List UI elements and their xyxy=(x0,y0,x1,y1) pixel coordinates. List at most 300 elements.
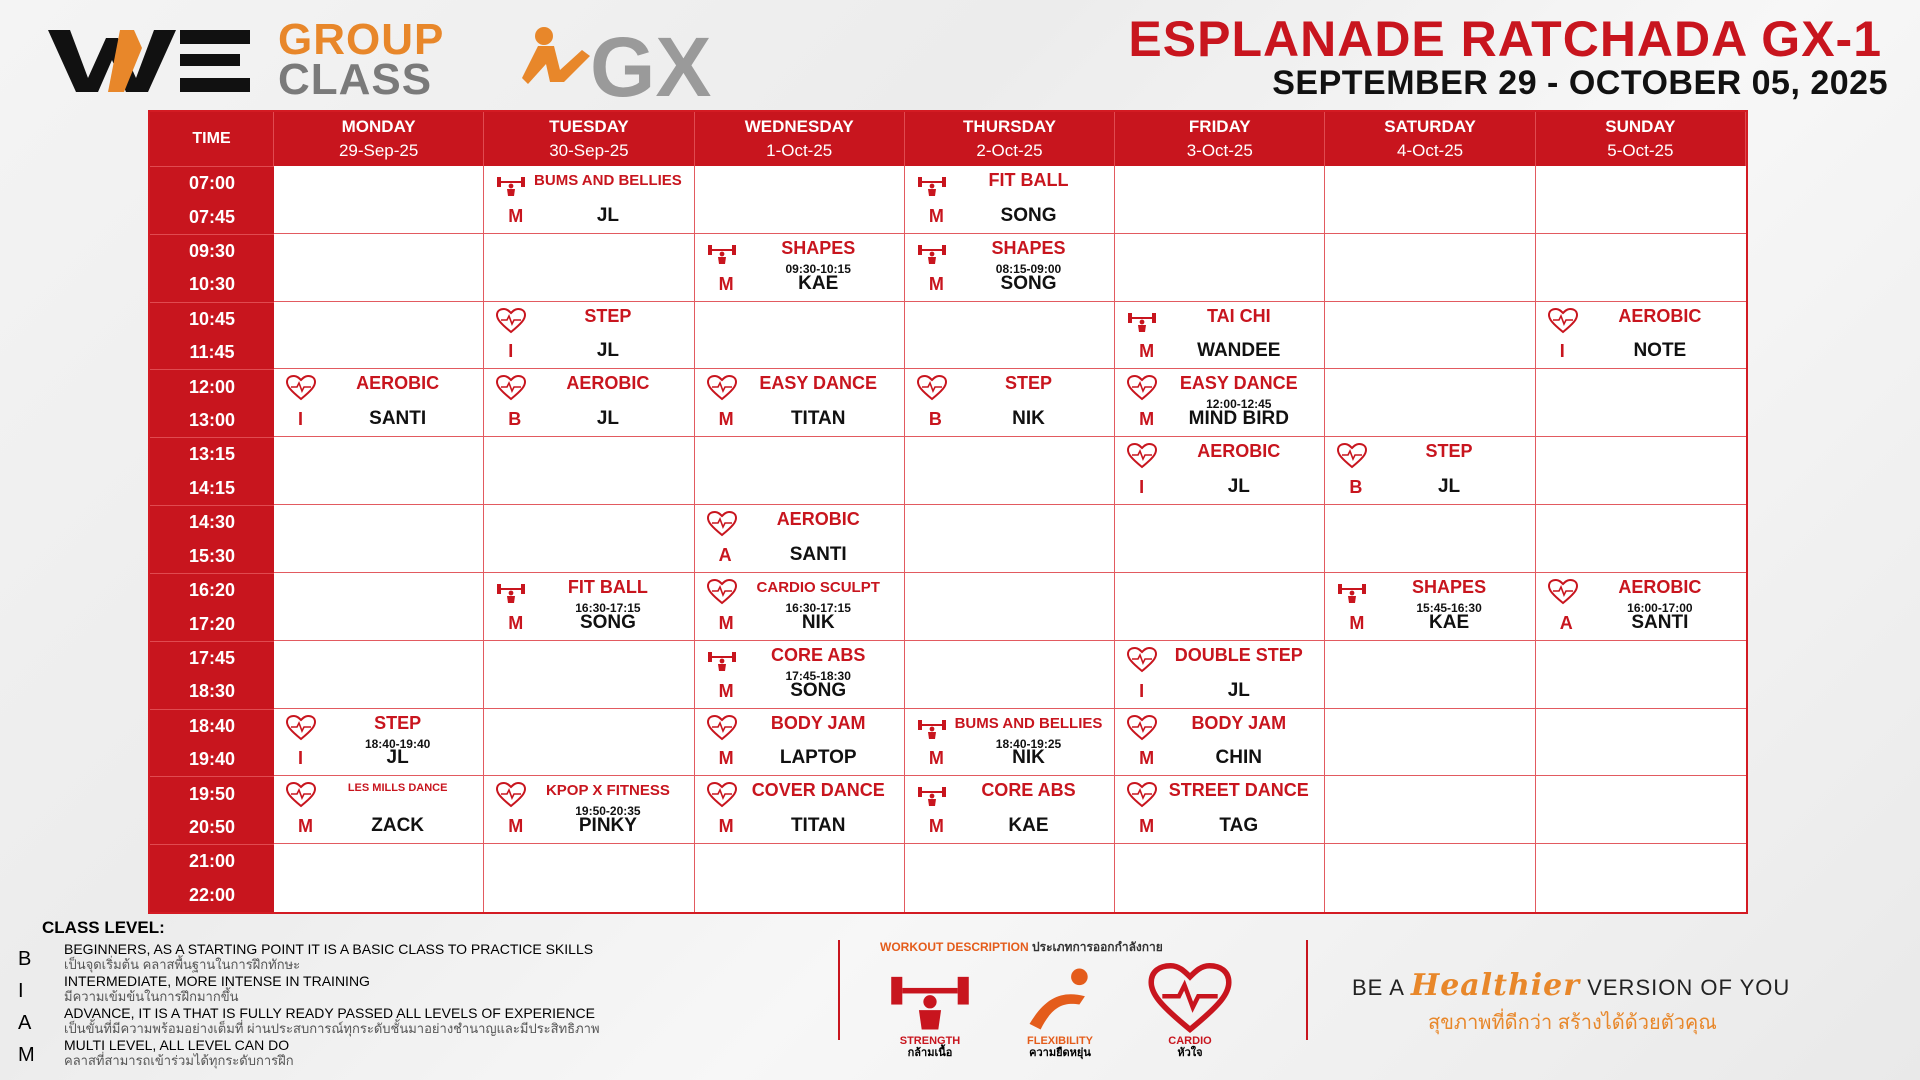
empty-cell xyxy=(1536,166,1746,234)
class-name: BODY JAM xyxy=(770,712,866,733)
level-desc-th: มีความเข้มข้นในการฝึกมากขึ้น xyxy=(64,989,239,1004)
slot-start: 09:30 xyxy=(188,241,236,262)
class-level: I xyxy=(1139,477,1145,498)
empty-cell xyxy=(1115,844,1325,912)
class-level: B xyxy=(508,409,522,430)
class-name: AEROBIC xyxy=(566,373,650,394)
empty-cell xyxy=(484,437,694,505)
class-name: AEROBIC xyxy=(1618,576,1702,597)
class-time: 16:30-17:15 xyxy=(785,600,851,615)
empty-cell xyxy=(1325,844,1535,912)
class-level-legend xyxy=(18,918,818,1070)
instructor-name: TITAN xyxy=(790,815,846,837)
page-title: ESPLANADE RATCHADA GX-1 xyxy=(1128,11,1882,67)
cardio-icon xyxy=(1337,443,1367,469)
time-slot xyxy=(150,709,274,777)
empty-cell xyxy=(274,573,484,641)
class-level: M xyxy=(718,816,734,837)
class-cell[interactable] xyxy=(695,369,905,437)
class-name: LES MILLS DANCE xyxy=(347,782,448,795)
strength-icon xyxy=(1127,308,1157,334)
day-name: FRIDAY xyxy=(1188,117,1251,136)
workout-label: CARDIO xyxy=(1168,1035,1212,1047)
level-row xyxy=(18,1006,818,1036)
class-level: M xyxy=(928,748,944,769)
slot-end: 10:30 xyxy=(188,274,236,295)
class-time: 12:00-12:45 xyxy=(1206,397,1272,412)
flexibility-icon xyxy=(1015,963,1105,1035)
class-level: M xyxy=(928,273,944,294)
empty-cell xyxy=(1536,776,1746,844)
cardio-icon xyxy=(286,715,316,741)
class-time: 09:30-10:15 xyxy=(785,261,851,276)
date-range: SEPTEMBER 29 - OCTOBER 05, 2025 xyxy=(1272,64,1888,102)
class-level: B xyxy=(928,409,942,430)
empty-cell xyxy=(1536,234,1746,302)
instructor-name: KAE xyxy=(1008,815,1049,837)
group-text: GROUP xyxy=(278,15,445,64)
class-level: M xyxy=(718,680,734,701)
time-slot xyxy=(150,166,274,234)
class-level: I xyxy=(298,748,304,769)
instructor-name: NIK xyxy=(801,611,835,633)
class-cell[interactable] xyxy=(1115,709,1325,777)
level-text xyxy=(64,942,593,972)
cardio-icon xyxy=(496,782,526,808)
class-time: 17:45-18:30 xyxy=(785,668,851,683)
empty-cell xyxy=(1325,302,1535,370)
empty-cell xyxy=(484,709,694,777)
cardio-icon xyxy=(496,375,526,401)
class-name: BUMS AND BELLIES xyxy=(954,714,1103,732)
slot-end: 11:45 xyxy=(189,342,235,363)
class-name: STEP xyxy=(584,305,632,326)
instructor-name: SONG xyxy=(1000,204,1057,226)
empty-cell xyxy=(1536,437,1746,505)
time-slot xyxy=(150,641,274,709)
class-time: 18:40-19:40 xyxy=(364,736,431,751)
instructor-name: NOTE xyxy=(1633,340,1687,362)
strength-icon xyxy=(917,172,947,198)
instructor-name: JL xyxy=(596,204,620,226)
empty-cell xyxy=(1325,234,1535,302)
level-key: B xyxy=(18,948,32,970)
cardio-icon xyxy=(707,511,737,537)
slot-end: 17:20 xyxy=(188,613,236,634)
time-header: TIME xyxy=(150,112,274,166)
empty-cell xyxy=(1115,505,1325,573)
class-level: M xyxy=(1139,341,1155,362)
class-cell[interactable] xyxy=(1325,437,1535,505)
slogan-post: VERSION OF YOU xyxy=(1587,975,1791,1000)
svg-text:GX: GX xyxy=(590,20,712,104)
cardio-icon xyxy=(1127,647,1157,673)
level-desc-th: เป็นขั้นที่มีความพร้อมอย่างเต็มที่ ผ่านประสบการณ์ทุกระดับชั้นมาอย่างชำนาญและมีประสิทธิภาพ xyxy=(64,1021,600,1036)
instructor-name: CHIN xyxy=(1215,747,1262,769)
level-desc-th: เป็นจุดเริ่มต้น คลาสพื้นฐานในการฝึกทักษะ xyxy=(64,957,301,972)
class-name: STEP xyxy=(1004,373,1052,394)
class-time: 16:30-17:15 xyxy=(575,600,641,615)
empty-cell xyxy=(695,302,905,370)
class-level: I xyxy=(1559,341,1565,362)
empty-cell xyxy=(274,505,484,573)
slot-start: 16:20 xyxy=(188,580,236,601)
class-level: M xyxy=(298,816,313,837)
class-level: I xyxy=(508,341,514,362)
strength-icon xyxy=(917,782,947,808)
class-cell[interactable] xyxy=(1115,302,1325,370)
class-name: FIT BALL xyxy=(988,170,1069,190)
class-name: STEP xyxy=(374,712,422,733)
instructor-name: SONG xyxy=(579,611,636,633)
workout-title-th: ประเภทการออกกำลังกาย xyxy=(1032,940,1163,954)
day-header xyxy=(1115,112,1325,166)
empty-cell xyxy=(1325,505,1535,573)
class-level: M xyxy=(1139,409,1155,430)
cardio-icon xyxy=(1127,443,1157,469)
day-name: TUESDAY xyxy=(549,117,629,136)
instructor-name: NIK xyxy=(1012,408,1045,430)
class-cell[interactable] xyxy=(1115,369,1325,437)
strength-icon xyxy=(707,240,737,266)
empty-cell xyxy=(905,437,1115,505)
empty-cell xyxy=(274,844,484,912)
class-name: STREET DANCE xyxy=(1168,780,1309,801)
slot-end: 14:15 xyxy=(188,477,236,498)
day-date: 3-Oct-25 xyxy=(1186,141,1253,160)
cardio-icon xyxy=(1127,375,1157,401)
empty-cell xyxy=(695,437,905,505)
instructor-name: KAE xyxy=(798,272,839,294)
cardio-icon xyxy=(917,375,947,401)
divider xyxy=(838,940,840,1040)
instructor-name: KAE xyxy=(1429,611,1470,633)
legend-title: CLASS LEVEL: xyxy=(42,918,165,937)
level-key: A xyxy=(18,1012,32,1034)
cardio-icon xyxy=(286,375,316,401)
level-desc-en: ADVANCE, IT IS A THAT IS FULLY READY PASSED ALL LEVELS OF EXPERIENCE xyxy=(64,1005,595,1021)
class-level: M xyxy=(718,273,734,294)
empty-cell xyxy=(274,234,484,302)
class-cell[interactable] xyxy=(1536,302,1746,370)
class-cell[interactable] xyxy=(484,776,694,844)
day-date: 30-Sep-25 xyxy=(549,141,629,160)
cardio-icon xyxy=(707,782,737,808)
class-time: 08:15-09:00 xyxy=(995,261,1062,276)
class-cell[interactable] xyxy=(484,369,694,437)
class-cell[interactable] xyxy=(905,166,1115,234)
instructor-name: SANTI xyxy=(369,408,427,430)
cardio-icon xyxy=(707,715,737,741)
empty-cell xyxy=(1536,505,1746,573)
class-cell[interactable] xyxy=(484,302,694,370)
cardio-icon xyxy=(1127,715,1157,741)
class-level: M xyxy=(718,409,734,430)
workout-label: FLEXIBILITY xyxy=(1027,1035,1093,1047)
slogan xyxy=(1352,968,1790,1003)
class-name: AEROBIC xyxy=(1197,441,1281,462)
instructor-name: JL xyxy=(1227,476,1250,498)
instructor-name: SANTI xyxy=(1631,611,1689,633)
level-row xyxy=(18,1038,818,1068)
empty-cell xyxy=(1325,776,1535,844)
day-header xyxy=(695,112,905,166)
class-cell[interactable] xyxy=(905,709,1115,777)
strength-icon xyxy=(917,240,947,266)
slot-start: 07:00 xyxy=(188,173,236,194)
time-slot xyxy=(150,437,274,505)
class-level: B xyxy=(1349,477,1363,498)
empty-cell xyxy=(484,234,694,302)
class-name: SHAPES xyxy=(781,237,856,258)
class-level: M xyxy=(928,205,944,226)
workout-type xyxy=(1140,963,1240,1059)
time-slot xyxy=(150,302,274,370)
class-level: M xyxy=(508,612,524,633)
class-cell[interactable] xyxy=(905,369,1115,437)
slot-end: 19:40 xyxy=(188,749,236,770)
class-cell[interactable] xyxy=(274,709,484,777)
empty-cell xyxy=(1115,234,1325,302)
class-cell[interactable] xyxy=(695,573,905,641)
class-cell[interactable] xyxy=(1115,641,1325,709)
class-cell[interactable] xyxy=(274,369,484,437)
cardio-icon xyxy=(496,308,526,334)
slot-start: 19:50 xyxy=(188,783,236,804)
class-level: A xyxy=(718,544,732,565)
day-name: THURSDAY xyxy=(963,117,1056,136)
empty-cell xyxy=(274,302,484,370)
time-slot xyxy=(150,573,274,641)
class-cell[interactable] xyxy=(1115,437,1325,505)
class-cell[interactable] xyxy=(274,776,484,844)
workout-label-th: กล้ามเนื้อ xyxy=(907,1047,953,1059)
class-name: EASY DANCE xyxy=(759,373,878,394)
class-cell[interactable] xyxy=(1325,573,1535,641)
instructor-name: WANDEE xyxy=(1197,340,1281,362)
class-cell[interactable] xyxy=(484,166,694,234)
class-cell[interactable] xyxy=(695,505,905,573)
class-name: SHAPES xyxy=(1412,576,1487,597)
cardio-icon xyxy=(1548,308,1578,334)
day-name: MONDAY xyxy=(341,117,416,136)
class-cell[interactable] xyxy=(1115,776,1325,844)
empty-cell xyxy=(1536,709,1746,777)
class-level: M xyxy=(1349,612,1365,633)
strength-icon xyxy=(885,963,975,1035)
day-date: 5-Oct-25 xyxy=(1607,141,1674,160)
class-name: TAI CHI xyxy=(1206,305,1271,326)
cardio-icon xyxy=(707,579,737,605)
empty-cell xyxy=(905,573,1115,641)
workout-title xyxy=(880,938,1280,957)
class-name: KPOP X FITNESS xyxy=(545,782,670,800)
strength-icon xyxy=(496,172,526,198)
instructor-name: JL xyxy=(596,408,620,430)
group-class-logo xyxy=(278,15,445,104)
instructor-name: SONG xyxy=(1000,272,1057,294)
level-key: I xyxy=(18,980,24,1002)
slogan-thai: สุขภาพที่ดีกว่า สร้างได้ด้วยตัวคุณ xyxy=(1428,1012,1717,1034)
class-level: M xyxy=(718,612,734,633)
we-logo xyxy=(48,18,253,98)
workout-title-en: WORKOUT DESCRIPTION xyxy=(880,940,1029,954)
level-text xyxy=(64,1006,600,1036)
time-slot xyxy=(150,844,274,912)
class-level: M xyxy=(718,748,734,769)
instructor-name: TAG xyxy=(1219,815,1259,837)
empty-cell xyxy=(484,641,694,709)
time-slot xyxy=(150,234,274,302)
day-header xyxy=(484,112,694,166)
empty-cell xyxy=(484,505,694,573)
strength-icon xyxy=(707,647,737,673)
day-name: SATURDAY xyxy=(1384,117,1476,136)
slot-start: 18:40 xyxy=(188,715,236,736)
workout-label: STRENGTH xyxy=(899,1035,961,1047)
instructor-name: JL xyxy=(386,747,409,769)
level-desc-th: คลาสที่สามารถเข้าร่วมได้ทุกระดับการฝึก xyxy=(64,1053,294,1068)
day-date: 29-Sep-25 xyxy=(338,141,419,160)
empty-cell xyxy=(1325,641,1535,709)
class-cell[interactable] xyxy=(905,234,1115,302)
empty-cell xyxy=(1325,709,1535,777)
empty-cell xyxy=(1325,166,1535,234)
slot-start: 21:00 xyxy=(188,851,236,872)
empty-cell xyxy=(274,437,484,505)
empty-cell xyxy=(905,844,1115,912)
class-text: CLASS xyxy=(278,55,433,104)
time-slot xyxy=(150,505,274,573)
instructor-name: PINKY xyxy=(578,815,637,837)
level-text xyxy=(64,1038,294,1068)
empty-cell xyxy=(484,844,694,912)
slot-start: 17:45 xyxy=(188,647,236,668)
day-date: 2-Oct-25 xyxy=(976,141,1043,160)
class-level: M xyxy=(1139,748,1155,769)
day-header xyxy=(1536,112,1746,166)
strength-icon xyxy=(917,715,947,741)
class-name: AEROBIC xyxy=(1618,305,1702,326)
empty-cell xyxy=(905,505,1115,573)
empty-cell xyxy=(695,844,905,912)
cardio-icon xyxy=(707,375,737,401)
strength-icon xyxy=(1337,579,1367,605)
workout-type xyxy=(1010,963,1110,1059)
instructor-name: JL xyxy=(1227,679,1250,701)
class-name: BUMS AND BELLIES xyxy=(534,172,682,189)
slot-start: 12:00 xyxy=(188,376,236,397)
time-slot xyxy=(150,776,274,844)
level-key: M xyxy=(18,1044,35,1066)
class-name: DOUBLE STEP xyxy=(1174,644,1303,665)
day-header xyxy=(905,112,1115,166)
workout-type xyxy=(880,963,980,1059)
class-cell[interactable] xyxy=(695,776,905,844)
empty-cell xyxy=(1115,573,1325,641)
empty-cell xyxy=(1536,641,1746,709)
class-name: AEROBIC xyxy=(776,509,860,530)
empty-cell xyxy=(905,302,1115,370)
level-desc-en: BEGINNERS, AS A STARTING POINT IT IS A BASIC CLASS TO PRACTICE SKILLS xyxy=(64,941,594,957)
day-date: 1-Oct-25 xyxy=(766,141,833,160)
time-slot xyxy=(150,369,274,437)
empty-cell xyxy=(1536,369,1746,437)
slot-end: 13:00 xyxy=(188,410,236,431)
workout-description xyxy=(880,938,1280,1059)
class-cell[interactable] xyxy=(1536,573,1746,641)
class-name: AEROBIC xyxy=(356,373,440,394)
class-name: SHAPES xyxy=(991,237,1066,258)
day-name: SUNDAY xyxy=(1605,117,1676,136)
gx-logo xyxy=(520,14,730,104)
class-level: I xyxy=(298,409,304,430)
class-cell[interactable] xyxy=(695,234,905,302)
empty-cell xyxy=(274,166,484,234)
instructor-name: JL xyxy=(596,340,620,362)
instructor-name: SONG xyxy=(790,679,847,701)
instructor-name: MIND BIRD xyxy=(1188,408,1289,430)
level-desc-en: INTERMEDIATE, MORE INTENSE IN TRAINING xyxy=(64,973,370,989)
class-time: 18:40-19:25 xyxy=(995,736,1062,751)
workout-label-th: ความยืดหยุ่น xyxy=(1029,1047,1091,1059)
class-time: 19:50-20:35 xyxy=(575,804,641,819)
slot-end: 22:00 xyxy=(188,884,236,905)
slot-end: 15:30 xyxy=(188,545,236,566)
empty-cell xyxy=(1536,844,1746,912)
class-cell[interactable] xyxy=(484,573,694,641)
slogan-pre: BE A xyxy=(1352,975,1404,1000)
strength-icon xyxy=(496,579,526,605)
class-cell[interactable] xyxy=(905,776,1115,844)
day-header xyxy=(1325,112,1535,166)
day-date: 4-Oct-25 xyxy=(1396,141,1464,160)
empty-cell xyxy=(274,641,484,709)
class-level: M xyxy=(1139,816,1155,837)
class-level: M xyxy=(928,816,944,837)
slot-start: 14:30 xyxy=(188,512,236,533)
class-name: COVER DANCE xyxy=(751,780,885,801)
class-cell[interactable] xyxy=(695,641,905,709)
instructor-name: SANTI xyxy=(789,543,847,565)
level-row xyxy=(18,942,818,972)
level-row xyxy=(18,974,818,1004)
instructor-name: NIK xyxy=(1012,747,1045,769)
class-cell[interactable] xyxy=(695,709,905,777)
cardio-icon xyxy=(1127,782,1157,808)
empty-cell xyxy=(1325,369,1535,437)
class-name: BODY JAM xyxy=(1191,712,1287,733)
slogan-mid: Healthier xyxy=(1410,968,1581,1003)
instructor-name: JL xyxy=(1437,476,1461,498)
slot-end: 20:50 xyxy=(188,816,236,837)
cardio-icon xyxy=(1145,963,1235,1035)
class-name: FIT BALL xyxy=(567,576,648,597)
instructor-name: TITAN xyxy=(790,408,846,430)
slot-end: 18:30 xyxy=(188,681,236,702)
workout-label-th: หัวใจ xyxy=(1177,1047,1203,1059)
cardio-icon xyxy=(1548,579,1578,605)
instructor-name: ZACK xyxy=(371,815,425,837)
divider xyxy=(1306,940,1308,1040)
empty-cell xyxy=(905,641,1115,709)
empty-cell xyxy=(1115,166,1325,234)
class-name: STEP xyxy=(1425,441,1473,462)
class-level: I xyxy=(1139,680,1145,701)
class-level: M xyxy=(508,816,524,837)
slot-start: 10:45 xyxy=(188,308,236,329)
slot-start: 13:15 xyxy=(188,444,236,465)
